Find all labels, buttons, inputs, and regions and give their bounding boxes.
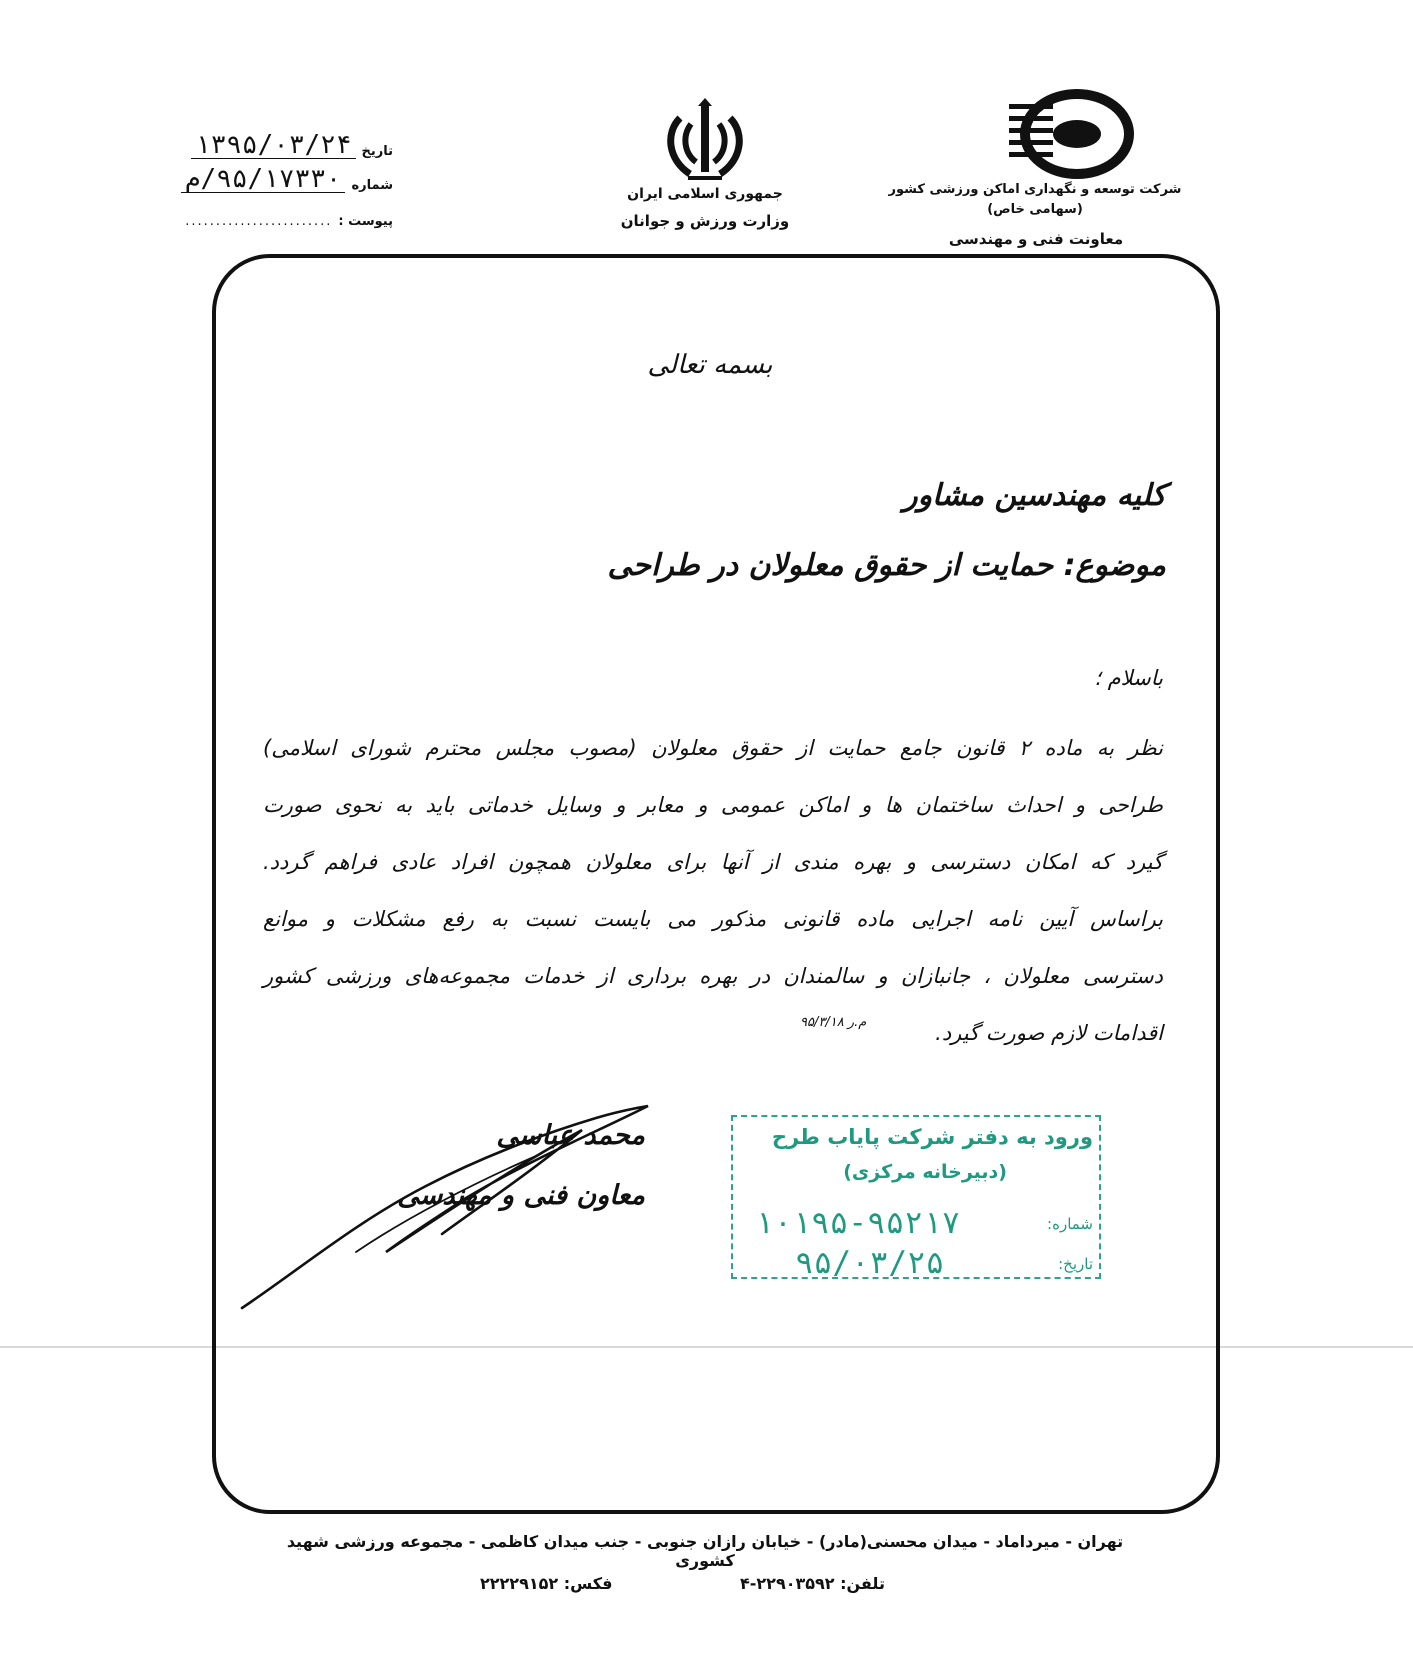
letter-body [263, 720, 1163, 1062]
recipient: کلیه مهندسین مشاور [903, 478, 1166, 513]
letter-number [183, 166, 393, 193]
attachment-value: ........................ [185, 214, 333, 229]
body-line: گیرد که امکان دسترسی و بهره مندی از آنها برای معلولان همچون افراد عادی فراهم گردد. [263, 850, 1163, 874]
company-name-line1: شرکت توسعه و نگهداری اماکن ورزشی کشور [888, 182, 1182, 197]
company-name-line2: (سهامی خاص) [987, 202, 1083, 217]
stamp-line1: ورود به دفتر شرکت پایاب طرح [771, 1125, 1093, 1149]
company-department: معاونت فنی و مهندسی [948, 230, 1124, 248]
subject: موضوع: حمایت از حقوق معلولان در طراحی [607, 548, 1166, 583]
letter-date [183, 132, 393, 159]
handwritten-signature-icon [236, 1102, 686, 1312]
greeting: باسلام ؛ [1094, 666, 1163, 690]
body-line: نظر به ماده ۲ قانون جامع حمایت از حقوق معلولان (مصوب مجلس محترم شورای اسلامی) [263, 736, 1163, 760]
handwritten-note: م.ر ۹۵/۳/۱۸ [800, 1015, 867, 1030]
stamp-number-label: شماره: [1047, 1215, 1093, 1233]
stamp-line2: (دبیرخانه مرکزی) [843, 1161, 1007, 1183]
footer-fax: فکس: ۲۲۲۲۹۱۵۲ [480, 1574, 613, 1593]
ministry-name: وزارت ورزش و جوانان [620, 212, 790, 230]
company-name [885, 180, 1185, 220]
footer-phone: تلفن: ۲۲۹۰۳۵۹۲-۴ [740, 1574, 885, 1593]
entry-stamp [731, 1115, 1101, 1279]
signer-title: معاون فنی و مهندسی [397, 1180, 645, 1211]
basmala: بسمه تعالی [647, 350, 773, 380]
stamp-date-label: تاریخ: [1058, 1255, 1093, 1273]
company-logo-icon [1005, 88, 1135, 180]
date-value: ۱۳۹۵/۰۳/۲۴ [191, 132, 356, 159]
body-line: دسترسی معلولان ، جانبازان و سالمندان در بهره برداری از خدمات مجموعه‌های ورزشی کشور [263, 964, 1163, 988]
number-label: شماره [351, 178, 393, 193]
iran-emblem-icon [660, 98, 750, 184]
body-line: براساس آیین نامه اجرایی ماده قانونی مذکور می بایست نسبت به رفع مشکلات و موانع [263, 907, 1163, 931]
stamp-date-value: ۹۵/۰۳/۲۵ [795, 1245, 945, 1281]
date-label: تاریخ [361, 144, 393, 159]
body-line: اقدامات لازم صورت گیرد. [935, 1021, 1163, 1045]
number-value: ۹۵/۱۷۳۳۰/م [181, 166, 346, 193]
letter-attachment [183, 214, 393, 229]
footer-address: تهران - میرداماد - میدان محسنی(مادر) - خیابان رازان جنوبی - جنب میدان کاظمی - مجموعه ورزشی شهید کشوری [286, 1532, 1124, 1570]
stamp-number-value: ۱۰۱۹۵-۹۵۲۱۷ [755, 1205, 961, 1241]
government-name: جمهوری اسلامی ایران [627, 186, 783, 202]
attachment-label: پیوست : [338, 214, 393, 229]
body-line: طراحی و احداث ساختمان ها و اماکن عمومی و معابر و وسایل خدماتی باید به نحوی صورت [263, 793, 1163, 817]
signer-name: محمد عباسی [496, 1120, 645, 1151]
